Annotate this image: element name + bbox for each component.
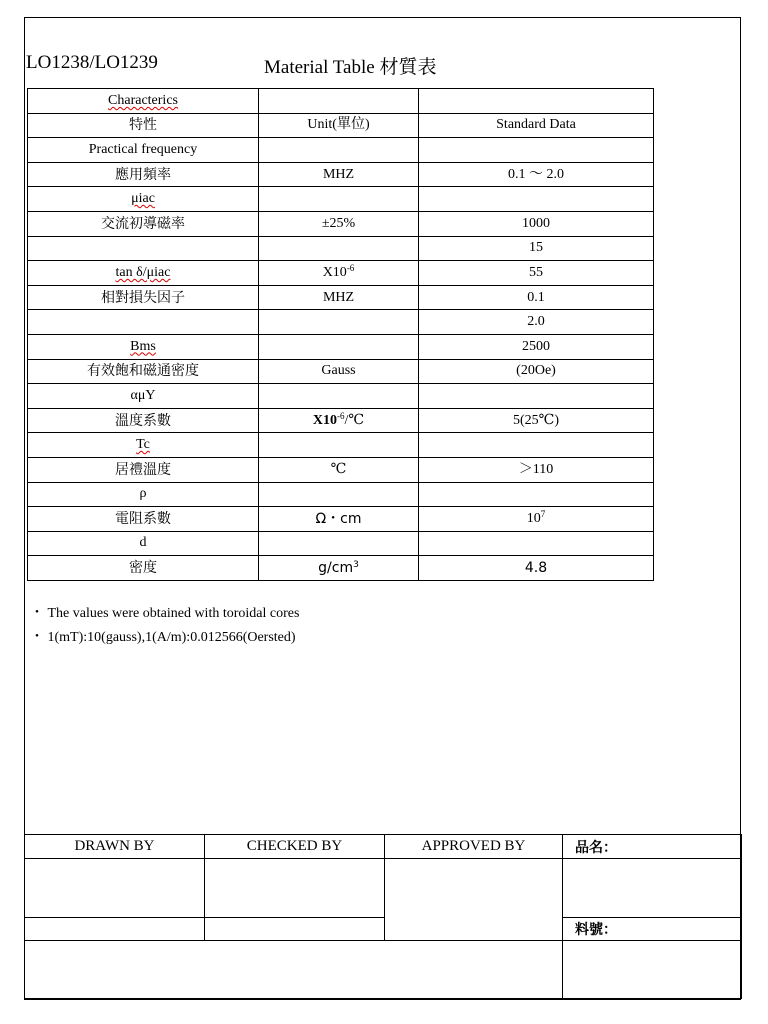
exponent: 7 (540, 508, 546, 519)
table-cell: Gauss (259, 359, 419, 384)
checked-by-signature-extra (205, 918, 385, 941)
table-cell (259, 310, 419, 335)
table-row (28, 236, 654, 261)
note-line: ・ 1(mT):10(gauss),1(A/m):0.012566(Oersted) (30, 630, 296, 645)
table-cell: 55 (419, 261, 654, 286)
table-cell: 應用頻率 (28, 162, 259, 187)
table-row (28, 113, 654, 138)
drawn-by-label: DRAWN BY (25, 835, 205, 859)
table-cell: 電阻系數 (28, 507, 259, 532)
table-row (28, 138, 654, 163)
standard-data-header: Standard Data (419, 113, 654, 138)
signoff-block (24, 834, 742, 999)
table-cell: ±25% (259, 211, 419, 236)
table-cell: μiac (131, 191, 155, 207)
table-cell (259, 433, 419, 458)
table-row (28, 507, 654, 532)
table-row (28, 531, 654, 556)
table-cell: MHZ (259, 285, 419, 310)
table-row (28, 556, 654, 581)
table-cell: ＞110 (419, 457, 654, 482)
table-cell: 密度 (28, 556, 259, 581)
product-name-value (563, 859, 742, 918)
unit-header: Unit(單位) (259, 113, 419, 138)
unit-suffix: /℃ (344, 412, 365, 428)
table-cell (259, 138, 419, 163)
table-cell: 0.1 (419, 285, 654, 310)
table-cell: ℃ (259, 457, 419, 482)
signoff-header-row (25, 835, 742, 859)
table-row (28, 384, 654, 409)
table-cell: Ω・cm (259, 507, 419, 532)
table-cell (419, 433, 654, 458)
table-cell (259, 89, 419, 114)
material-no-value (563, 941, 742, 999)
table-cell: 居禮溫度 (28, 457, 259, 482)
table-row (28, 211, 654, 236)
table-cell (259, 531, 419, 556)
exponent: -6 (337, 410, 345, 421)
table-cell: 有效飽和磁通密度 (28, 359, 259, 384)
exponent: -6 (346, 262, 355, 273)
table-cell: d (28, 531, 259, 556)
signoff-footer-row (25, 941, 742, 999)
table-cell: 1000 (419, 211, 654, 236)
table-row (28, 310, 654, 335)
table-row (28, 433, 654, 458)
table-cell: (20Oe) (419, 359, 654, 384)
signoff-signature-row (25, 859, 742, 918)
table-cell: X10 (322, 264, 347, 280)
table-cell (419, 187, 654, 212)
approved-by-signature (385, 859, 563, 941)
table-cell: 4.8 (419, 556, 654, 581)
exponent: 3 (353, 560, 359, 571)
table-cell (419, 138, 654, 163)
note-line: ・ The values were obtained with toroidal cores (30, 606, 300, 621)
property-header: 特性 (28, 113, 259, 138)
drawn-by-signature (25, 859, 205, 918)
table-cell: Bms (130, 338, 156, 354)
table-row (28, 408, 654, 433)
table-cell (259, 187, 419, 212)
table-row (28, 162, 654, 187)
document-code: LO1238/LO1239 (26, 52, 158, 73)
table-cell (419, 482, 654, 507)
product-name-label: 品名： (563, 835, 742, 859)
table-cell (259, 334, 419, 359)
table-cell: 15 (419, 236, 654, 261)
approved-by-label: APPROVED BY (385, 835, 563, 859)
table-cell: 10 (526, 510, 541, 526)
signoff-footer-blank (25, 941, 563, 999)
table-cell: 相對損失因子 (28, 285, 259, 310)
table-cell (259, 384, 419, 409)
table-cell (259, 236, 419, 261)
signoff-mid-row (25, 918, 742, 941)
table-cell: 5(25℃) (419, 408, 654, 433)
table-cell: 0.1 ～ 2.0 (419, 162, 654, 187)
table-row (28, 482, 654, 507)
table-cell (28, 236, 259, 261)
table-cell: 2.0 (419, 310, 654, 335)
checked-by-label: CHECKED BY (205, 835, 385, 859)
checked-by-signature (205, 859, 385, 918)
characterics-label: Characterics (108, 92, 178, 108)
table-row (28, 334, 654, 359)
table-cell (259, 482, 419, 507)
table-cell: Tc (136, 437, 150, 453)
table-cell: tan δ/μiac (115, 264, 171, 280)
table-cell (419, 89, 654, 114)
table-row (28, 359, 654, 384)
table-cell (419, 384, 654, 409)
document-title: Material Table 材質表 (264, 57, 437, 78)
material-no-label: 料號： (563, 918, 742, 941)
table-cell (419, 531, 654, 556)
material-table (27, 88, 654, 581)
table-row (28, 261, 654, 286)
table-cell: αμY (28, 384, 259, 409)
table-cell: 溫度系數 (28, 408, 259, 433)
table-cell: X10 (312, 412, 338, 428)
drawn-by-signature-extra (25, 918, 205, 941)
table-cell: 2500 (419, 334, 654, 359)
table-cell: 交流初導磁率 (28, 211, 259, 236)
table-row (28, 285, 654, 310)
table-cell (28, 310, 259, 335)
table-cell: MHZ (259, 162, 419, 187)
notes (30, 602, 299, 650)
table-row (28, 457, 654, 482)
table-cell: g/cm (318, 560, 354, 577)
table-cell: Practical frequency (28, 138, 259, 163)
table-cell: ρ (28, 482, 259, 507)
table-row (28, 89, 654, 114)
table-row (28, 187, 654, 212)
